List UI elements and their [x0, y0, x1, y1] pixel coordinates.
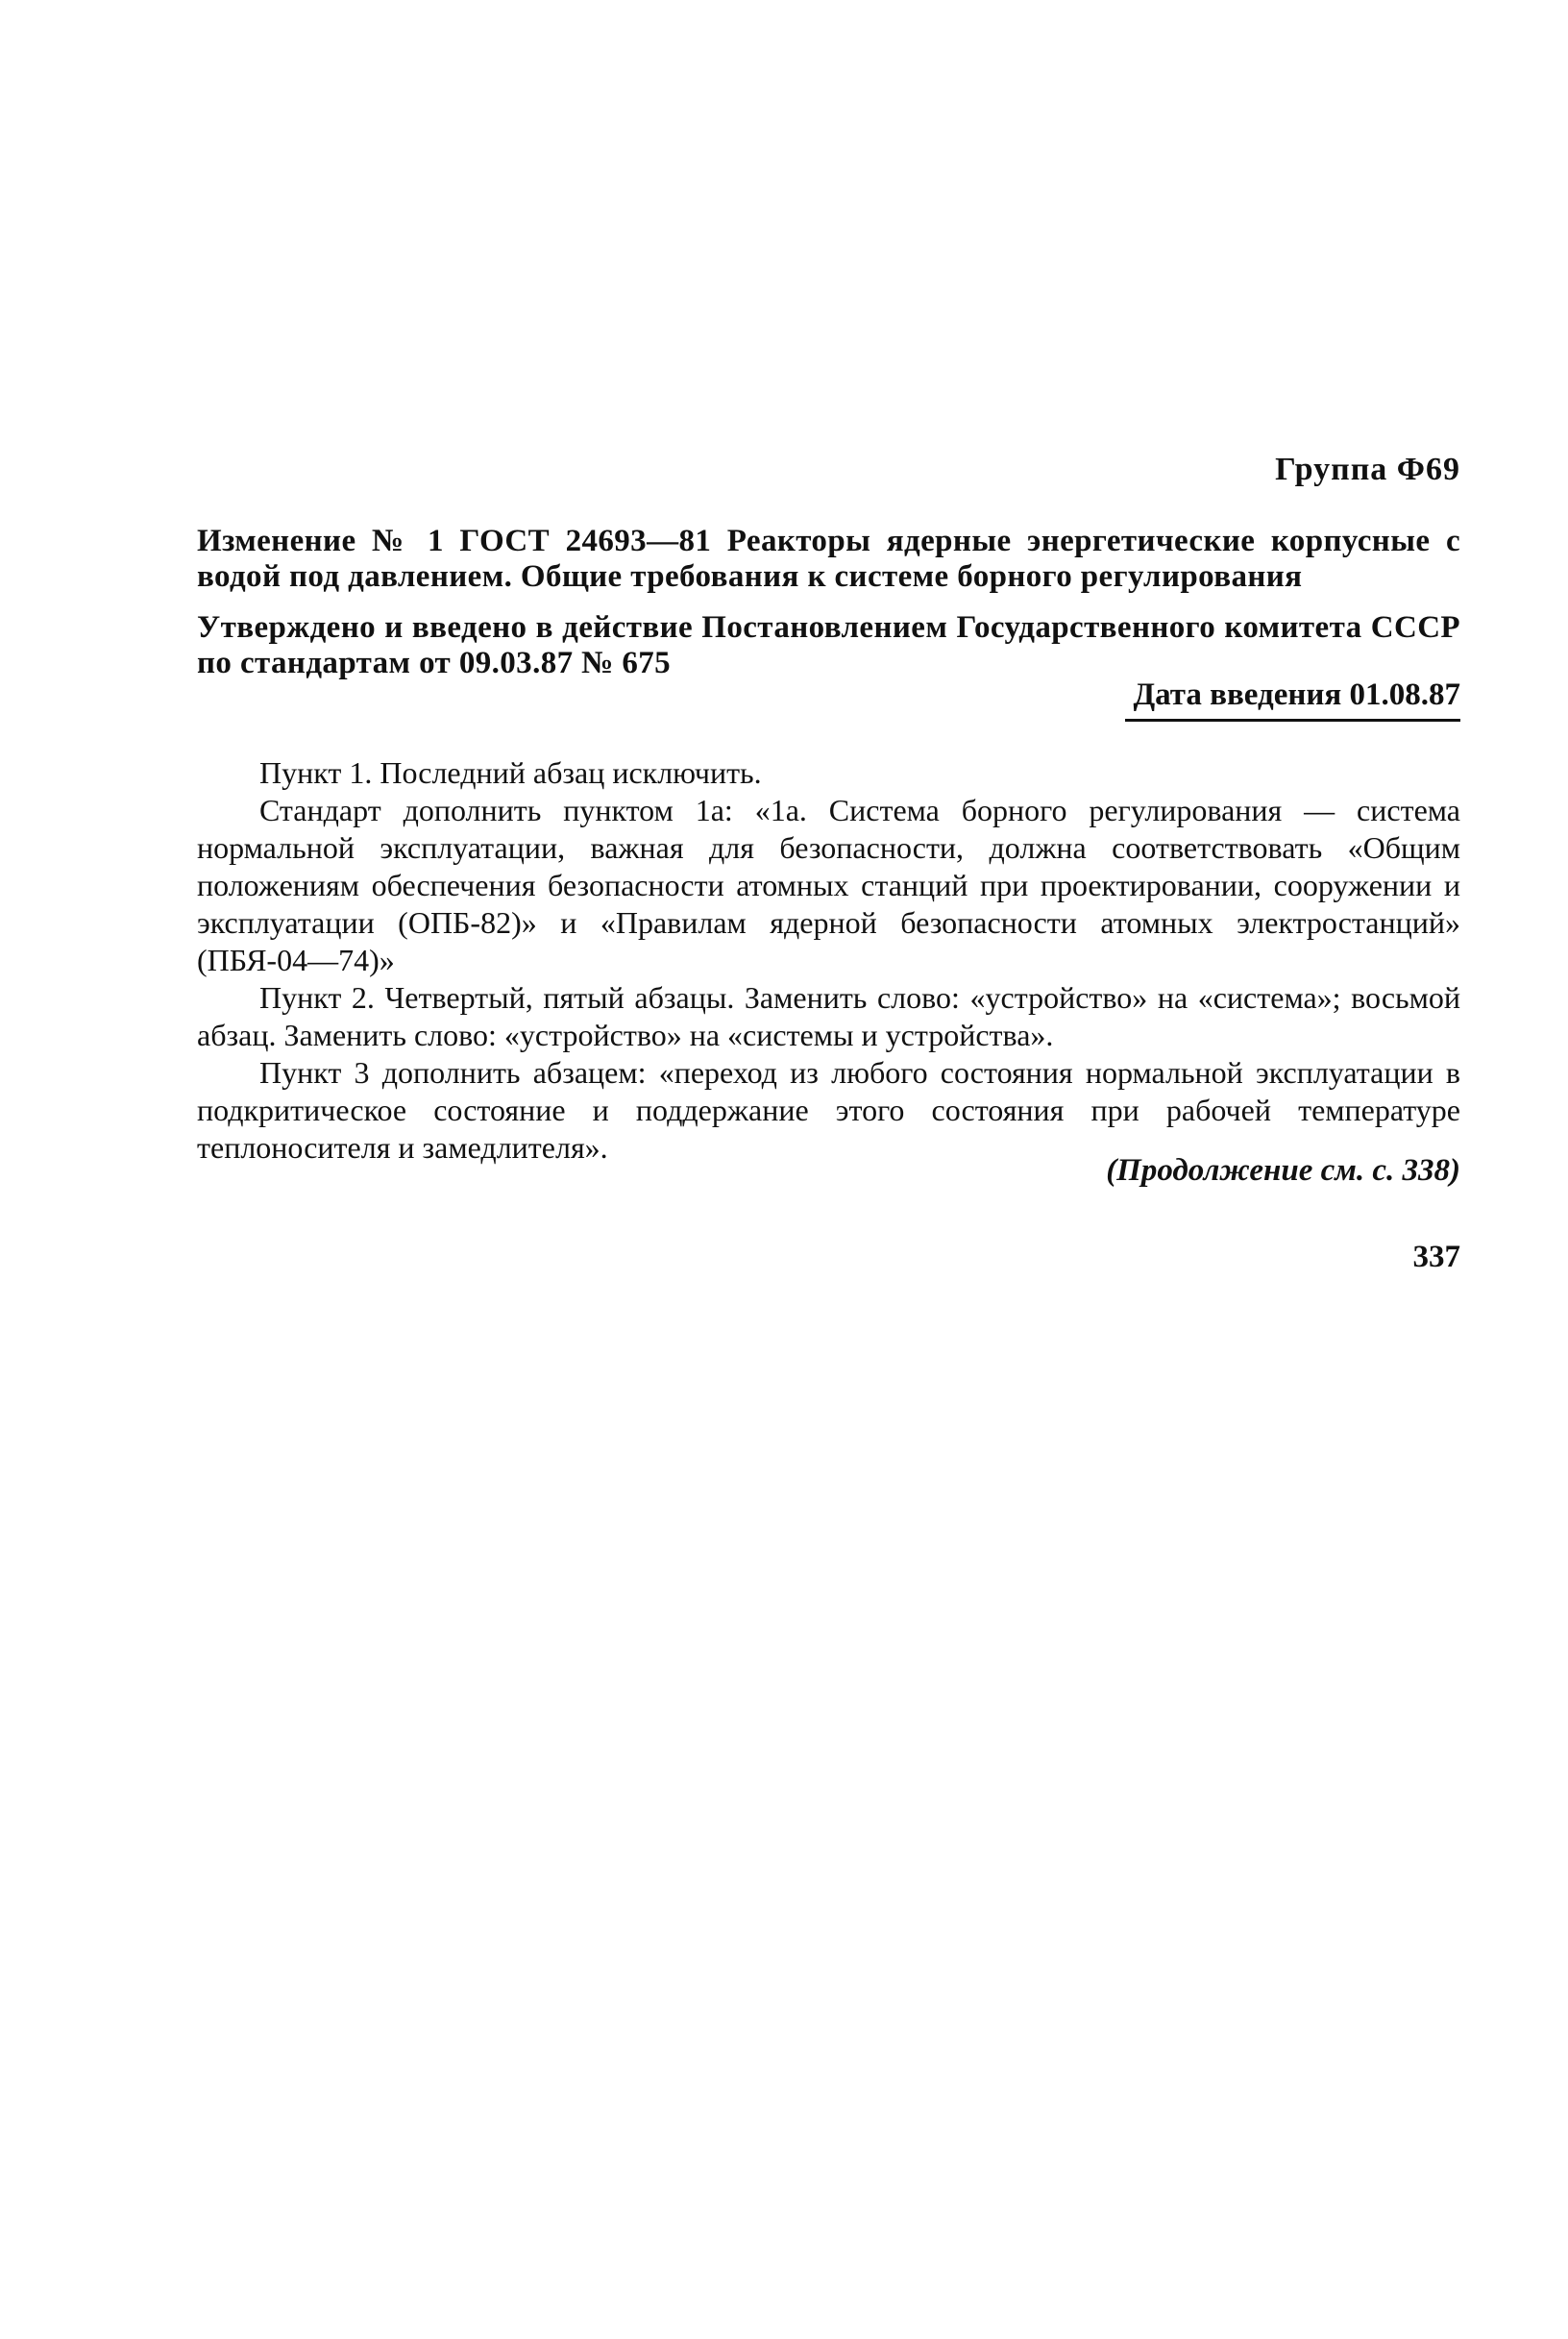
paragraph: Пункт 2. Четвертый, пятый абзацы. Заменить слово: «устройство» на «система»; восьмой абзац. Заменить слово: «устройство» на «системы и устройства».	[197, 980, 1460, 1052]
paragraph: Пункт 3 дополнить абзацем: «переход из любого состояния нормальной эксплуатации в подкритическое состояние и поддержание этого состояния при рабочей температуре теплоносителя и замедлителя».	[197, 1055, 1460, 1165]
effective-date-block	[1125, 677, 1460, 722]
effective-date: Дата введения 01.08.87	[1125, 677, 1460, 722]
continuation-note: (Продолжение см. с. 338)	[1106, 1153, 1460, 1188]
amendment-heading: Изменение № 1 ГОСТ 24693—81 Реакторы ядерные энергетические корпусные с водой под давлением. Общие требования к системе борного регулирования	[197, 524, 1460, 594]
page-number: 337	[1412, 1240, 1460, 1274]
paragraph: Стандарт дополнить пунктом 1а: «1а. Система борного регулирования — система нормальной эксплуатации, важная для безопасности, должна соответствовать «Общим положениям обеспечения безопасности атомных станций при проектировании, сооружении и эксплуатации (ОПБ-82)» и «Правилам ядерной безопасности атомных электростанций» (ПБЯ-04—74)»	[197, 793, 1460, 977]
group-label: Группа Ф69	[1275, 452, 1460, 487]
approval-statement: Утверждено и введено в действие Постановлением Государственного комитета СССР по стандартам от 09.03.87 № 675	[197, 610, 1460, 680]
amendment-body	[197, 754, 1460, 1167]
paragraph: Пункт 1. Последний абзац исключить.	[259, 755, 762, 790]
